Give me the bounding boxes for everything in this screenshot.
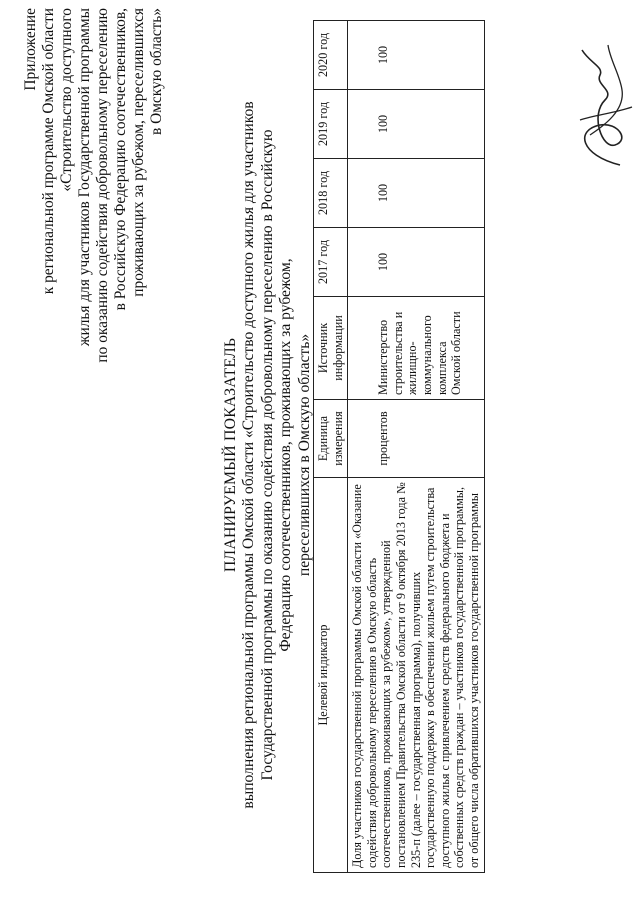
value-2018: 100: [348, 159, 484, 228]
appendix-header: [22, 8, 166, 478]
appendix-line: в Омскую область»: [148, 8, 165, 136]
document-title: [222, 75, 314, 835]
title-line: выполнения региональной программы Омской области «Строительство доступного жилья для участников: [240, 101, 258, 809]
appendix-line: в Российскую Федерацию соотечественников,: [112, 8, 129, 311]
source-cell: Министерство строительства и жилищно-коммунального комплекса Омской области: [348, 297, 484, 400]
indicator-text: Доля участников государственной программы Омской области «Оказание содействия добровольному переселению в Омскую область соотечественников, проживающих за рубежом», утвержденной постановлением Правительства Омской области от 9 октября 2013 года № 235-п (далее – государственная программа), получивших государственную поддержку в обеспечении жильем путем строительства доступного жилья с привлечением средств федерального бюджета и собственных средств граждан – участников государственной программы, от общего числа обратившихся участников государственной программы: [348, 478, 484, 873]
value-2020: 100: [348, 21, 484, 90]
header-year-2020: 2020 год: [314, 21, 348, 90]
indicator-table: [313, 20, 485, 873]
title-line: Федерацию соотечественников, проживающих за рубежом,: [277, 258, 295, 652]
title-line: Государственной программы по оказанию содействия добровольному переселению в Российскую: [258, 129, 276, 781]
header-unit: Единица измерения: [314, 400, 348, 478]
header-year-2019: 2019 год: [314, 90, 348, 159]
header-source: Источник информации: [314, 297, 348, 400]
table-header-row: [314, 21, 348, 873]
value-2017: 100: [348, 228, 484, 297]
title-heading: ПЛАНИРУЕМЫЙ ПОКАЗАТЕЛЬ: [222, 337, 239, 573]
appendix-line: Приложение: [22, 8, 39, 91]
value-2019: 100: [348, 90, 484, 159]
header-indicator: Целевой индикатор: [314, 478, 348, 873]
appendix-line: по оказанию содействия добровольному переселению: [94, 8, 111, 363]
appendix-line: «Строительство доступного: [58, 8, 75, 192]
header-year-2018: 2018 год: [314, 159, 348, 228]
unit-cell: процентов: [348, 400, 484, 478]
appendix-line: жилья для участников Государственной программы: [76, 8, 93, 347]
title-line: переселившихся в Омскую область»: [295, 333, 313, 577]
header-year-2017: 2017 год: [314, 228, 348, 297]
appendix-line: проживающих за рубежом, переселившихся: [130, 8, 147, 297]
table-row: [348, 21, 484, 873]
appendix-line: к региональной программе Омской области: [40, 8, 57, 295]
handwritten-signature: [560, 35, 640, 185]
